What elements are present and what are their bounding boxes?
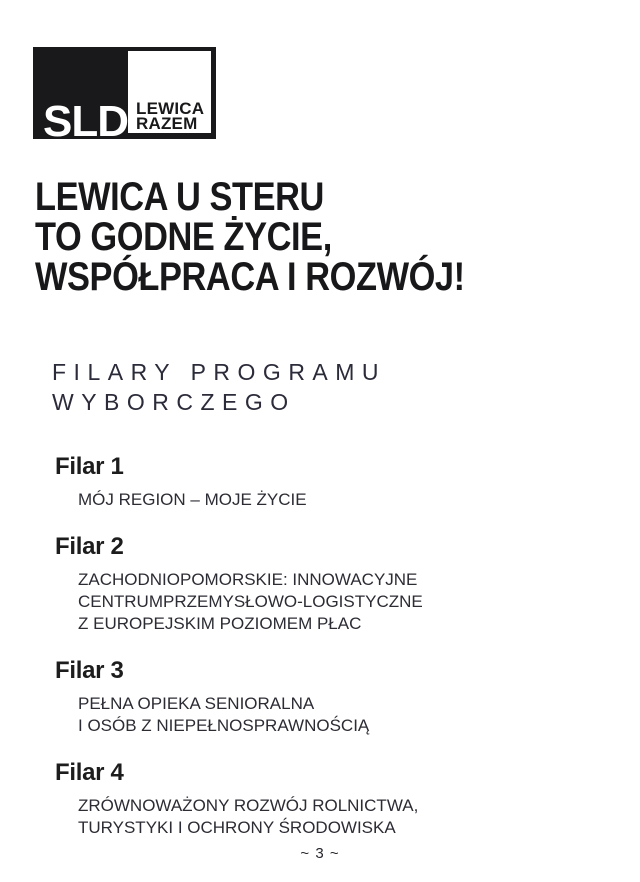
logo-text-line-lewica: LEWICA	[136, 99, 205, 118]
pillar-2	[55, 532, 575, 635]
logo-lewica-razem-text	[136, 101, 204, 131]
main-headline	[35, 177, 465, 297]
headline-line-3: WSPÓŁPRACA I ROZWÓJ!	[35, 255, 465, 299]
pillar-text-line: ZRÓWNOWAŻONY ROZWÓJ ROLNICTWA,	[78, 796, 419, 815]
pillar-1	[55, 452, 575, 511]
headline-line-1: LEWICA U STERU	[35, 175, 324, 219]
pillar-text-line: PEŁNA OPIEKA SENIORALNA	[78, 694, 315, 713]
pillar-3-description	[78, 693, 575, 737]
pillar-text-line: Z EUROPEJSKIM POZIOMEM PŁAC	[78, 614, 362, 633]
section-title-line-2: WYBORCZEGO	[52, 389, 296, 415]
section-title-line-1: FILARY PROGRAMU	[52, 359, 387, 385]
logo-white-box	[128, 51, 211, 133]
logo-sld-text: SLD	[43, 97, 128, 146]
pillar-3	[55, 656, 575, 737]
pillar-4	[55, 758, 575, 839]
section-title	[52, 357, 386, 417]
pillar-text-line: TURYSTYKI I OCHRONY ŚRODOWISKA	[78, 818, 396, 837]
pillar-3-heading: Filar 3	[55, 657, 124, 684]
page-number: ~ 3 ~	[300, 845, 340, 862]
pillar-1-description	[78, 489, 575, 511]
pillar-4-description	[78, 795, 575, 839]
pillar-text-line: I OSÓB Z NIEPEŁNOSPRAWNOŚCIĄ	[78, 716, 370, 735]
pillar-text-line: MÓJ REGION – MOJE ŻYCIE	[78, 490, 307, 509]
headline-line-2: TO GODNE ŻYCIE,	[35, 215, 332, 259]
pillar-text-line: ZACHODNIOPOMORSKIE: INNOWACYJNE	[78, 570, 418, 589]
pillar-4-heading: Filar 4	[55, 759, 124, 786]
pillars-list	[55, 452, 575, 860]
logo-text-line-razem: RAZEM	[136, 114, 198, 133]
pillar-1-heading: Filar 1	[55, 453, 124, 480]
sld-lewica-razem-logo	[33, 47, 216, 146]
pillar-2-heading: Filar 2	[55, 533, 124, 560]
pillar-2-description	[78, 569, 575, 635]
pillar-text-line: CENTRUMPRZEMYSŁOWO-LOGISTYCZNE	[78, 592, 423, 611]
